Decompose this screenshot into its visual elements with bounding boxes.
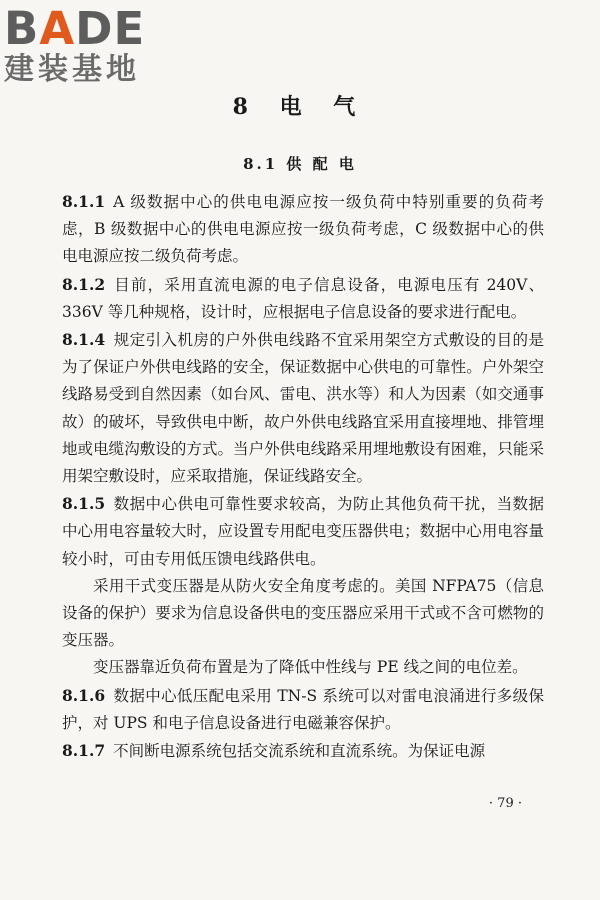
clause-8-1-1 [62,188,544,271]
clause-number: 8.1.7 [62,741,106,761]
clause-text: A 级数据中心的供电电源应按一级负荷中特别重要的负荷考虑，B 级数据中心的供电电源应按一级负荷考虑，C 级数据中心的供电电源应按二级负荷考虑。 [62,193,544,266]
paragraph-transformer-placement: 变压器靠近负荷布置是为了降低中性线与 PE 线之间的电位差。 [93,658,528,677]
brand-logo [4,2,184,88]
clause-text: 目前，采用直流电源的电子信息设备，电源电压有 240V、336V 等几种规格，设计时，应根据电子信息设备的要求进行配电。 [62,275,544,321]
clause-text: 数据中心低压配电采用 TN-S 系统可以对雷电浪涌进行多级保护，对 UPS 和电子信息设备进行电磁兼容保护。 [62,686,544,732]
paragraph-transformer-type: 采用干式变压器是从防火安全角度考虑的。美国 NFPA75（信息设备的保护）要求为信息设备供电的变压器应采用干式或不含可燃物的变压器。 [62,576,544,650]
clause-8-1-4 [62,326,544,490]
clause-text: 不间断电源系统包括交流系统和直流系统。为保证电源 [113,742,486,761]
document-body [62,188,544,765]
clause-number: 8.1.5 [62,494,106,514]
chapter-title: 8 电 气 [232,94,368,120]
clause-8-1-6 [62,682,544,737]
clause-text: 规定引入机房的户外供电线路不宜采用架空方式敷设的目的是为了保证户外供电线路的安全，保证数据中心供电的可靠性。户外架空线路易受到自然因素（如台风、雷电、洪水等）和人为因素（如交通事故）的破坏，导致供电中断，故户外供电线路宜采用直接埋地、排管埋地或电缆沟敷设的方式。当户外供电线路采用埋地敷设有困难，只能采用架空敷设时，应采取措施，保证线路安全。 [62,331,544,486]
clause-text: 数据中心供电可靠性要求较高，为防止其他负荷干扰，当数据中心用电容量较大时，应设置专用配电变压器供电；数据中心用电容量较小时，可由专用低压馈电线路供电。 [62,495,544,568]
clause-number: 8.1.6 [62,685,106,705]
page-number: · 79 · [488,796,522,811]
clause-number: 8.1.2 [62,274,106,294]
logo-wordmark: BADE [4,2,146,55]
clause-8-1-5 [62,490,544,573]
clause-8-1-2 [62,271,544,326]
clause-number: 8.1.4 [62,330,106,350]
clause-number: 8.1.1 [62,192,106,211]
logo-subtitle: 建装基地 [4,52,140,87]
section-title: 8.1 供 配 电 [243,155,357,173]
clause-8-1-7 [62,737,544,765]
